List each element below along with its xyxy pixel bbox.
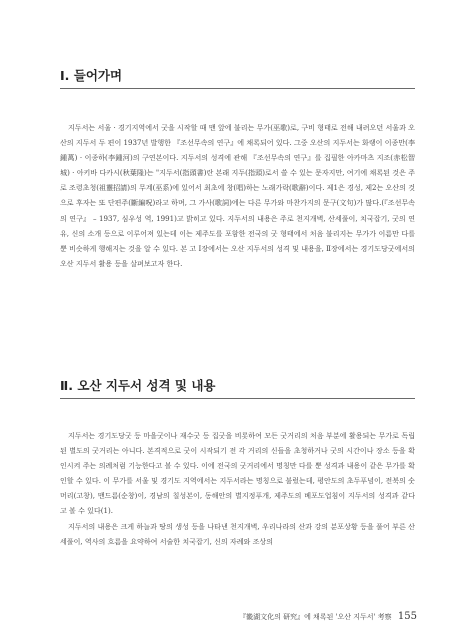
section-1-paragraph-1: 지두서는 서울 · 경기지역에서 굿을 시작할 때 맨 앞에 불리는 무가(巫歌)로, 구비 형태로 전해 내려오던 서울과 오산의 지두서 두 편이 1937년 발행한 『조선무속의 연구』에 채록되어 있다. 그중 오산의 지두서는 화랭이 이종만(李鍾萬) · 이종하(李鍾河)의 구연본이다. 지두서의 성격에 관해 『조선무속의 연구』를 집필한 아카마츠 지조(赤松智城) · 아키바 다카시(秋葉隆)는 "지두서(指頭書)란 본래 지두(指頭)로서 쓸 수 있는 문자지만, 여기에 채록된 것은 주로 조령초청(祖靈招請)의 무계(巫系)에 있어서 최초에 창(唱)하는 노래가락(歌辭)이다. 제1은 경성, 제2는 오산의 것으로 후자는 또 단편주(斷編呪)라고 하며, 그 가사(歌詞)에는 다른 무가와 마찬가지의 문구(文句)가 많다.(『조선무속의 연구』 – 1937, 심우성 역, 1991)고 밝히고 있다. 지두서의 내용은 주로 천지개벽, 산세풀이, 치국잡기, 굿의 연유, 신의 소개 등으로 이루어져 있는데 이는 제주도를 포함한 전국의 굿 형태에서 처음 불리지는 무가가 이름만 다를 뿐 비슷하게 행해지는 것을 알 수 있다. 본 고 Ⅰ장에서는 오산 지두서의 성격 및 내용을, Ⅱ장에서는 경기도당굿에서의 오산 지두서 활용 등을 살펴보고자 한다. [60,123,415,268]
section-2-paragraph-1: 지두서는 경기도당굿 등 마을굿이나 재수굿 등 집굿을 비롯하여 모든 굿거리의 처음 부분에 활용되는 무가로 독립된 별도의 굿거리는 아니다. 본격적으로 굿이 시작되기 전 각 거리의 신들을 초청하거나 굿의 시간이나 장소 등을 확인시켜 주는 의례처럼 기능한다고 볼 수 있다. 이에 전국의 굿거리에서 명칭만 다를 뿐 성격과 내용이 같은 무가를 확인할 수 있다. 이 무가를 서울 및 경기도 지역에서는 지두서라는 명칭으로 불렀는데, 평안도의 초두푸념이, 전북의 숫머리(고창), 맨드름(순창)이, 경남의 칠성본이, 동해안의 별지정푸개, 제주도의 베포도업침이 지두서의 성격과 같다고 볼 수 있다(1). [60,431,415,516]
section-1-heading: Ⅰ. 들어가며 [60,68,123,83]
section-1-heading-rule [60,88,415,89]
page-footer [239,611,417,622]
running-title: 『畿湖文化의 研究』에 채록된 '오산 지두서' 考察 [239,613,392,621]
section-2-heading-rule [60,398,415,399]
section-1-body [60,120,415,271]
section-2-paragraph-2: 지두서의 내용은 크게 하늘과 땅의 생성 등을 나타낸 천지개벽, 우리나라의 산과 강의 분포상황 등을 풀어 부른 산세풀이, 역사의 흐름을 요약하여 서술한 치국잡기, 신의 자례와 조상의 [60,521,415,546]
section-2-heading: Ⅱ. 오산 지두서 성격 및 내용 [60,378,216,393]
page-number: 155 [397,611,417,622]
section-2-body [60,428,415,549]
